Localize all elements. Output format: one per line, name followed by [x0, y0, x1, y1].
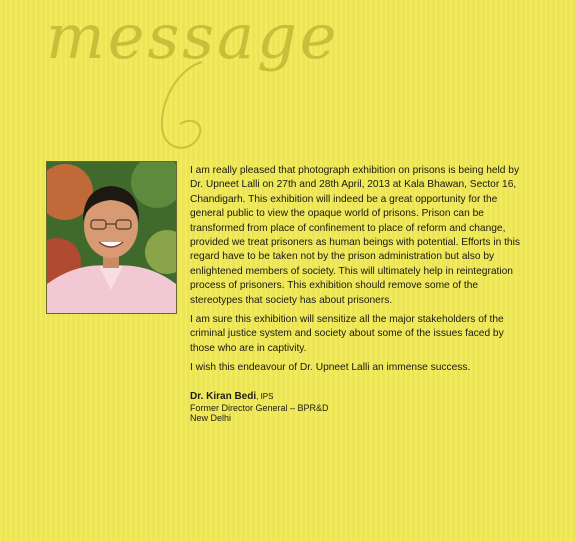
signatory-title: Former Director General – BPR&D: [190, 402, 329, 413]
message-body: [190, 164, 528, 381]
signatory-location: New Delhi: [190, 413, 232, 423]
message-paragraph-3: I wish this endeavour of Dr. Upneet Lalli an immense success.: [190, 362, 471, 374]
heading-swash-ornament: [140, 58, 220, 158]
signature-name-line: [190, 391, 329, 403]
page-heading: message: [46, 0, 340, 73]
portrait-photo: [46, 161, 177, 314]
message-paragraph-1: I am really pleased that photograph exhibition on prisons is being held by Dr. Upneet Lalli on 27th and 28th April, 2013 at Kala Bhawan, Sector 16, Chandigarh. This exhibition will indeed be a great opportunity for the general public to view the opaque world of prisons. Prison can be transformed from place of confinement to place of reform and change, provided we treat prisoners as human beings with potential. Efforts in this regard have to be taken not by the prison administration but also by enlightened members of society. This will ultimately help in reintegration process of prisoners. This exhibition should remove some of the stereotypes that society has about prisoners.: [190, 165, 520, 306]
signature-block: [190, 391, 329, 424]
signatory-suffix: , IPS: [256, 392, 274, 401]
signatory-name: Dr. Kiran Bedi: [190, 391, 257, 402]
message-paragraph-2: I am sure this exhibition will sensitize all the major stakeholders of the criminal justice system and society about some of the issues faced by those who are in captivity.: [190, 314, 504, 354]
